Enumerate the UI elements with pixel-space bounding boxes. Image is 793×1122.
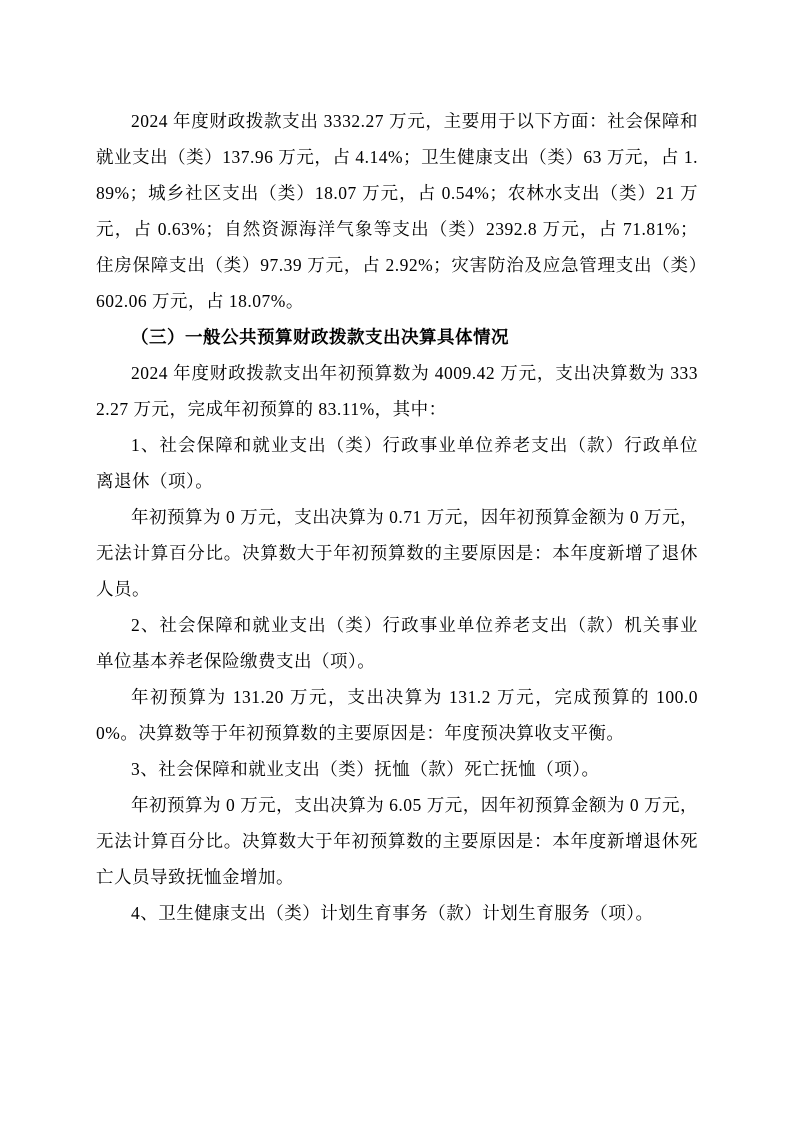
paragraph-item-1-title: 1、社会保障和就业支出（类）行政事业单位养老支出（款）行政单位离退休（项）。 (96, 435, 698, 491)
paragraph-fiscal-expenditure-summary: 2024 年度财政拨款支出 3332.27 万元，主要用于以下方面：社会保障和就业支出（类）137.96 万元，占 4.14%；卫生健康支出（类）63 万元，占 1.89%；城乡社区支出（类）18.07 万元，占 0.54%；农林水支出（类）21 万元，占 0.63%；自然资源海洋气象等支出（类）2392.8 万元，占 71.81%；住房保障支出（类）97.39 万元，占 2.92%；灾害防治及应急管理支出（类）602.06 万元，占 18.07%。 (96, 111, 698, 311)
document-body (96, 103, 698, 931)
paragraph-item-1-detail: 年初预算为 0 万元，支出决算为 0.71 万元，因年初预算金额为 0 万元，无法计算百分比。决算数大于年初预算数的主要原因是：本年度新增了退休人员。 (96, 507, 698, 599)
paragraph-item-3-title: 3、社会保障和就业支出（类）抚恤（款）死亡抚恤（项）。 (131, 759, 600, 779)
paragraph-item-4-title: 4、卫生健康支出（类）计划生育事务（款）计划生育服务（项）。 (131, 903, 654, 923)
section-heading-3: （三）一般公共预算财政拨款支出决算具体情况 (131, 327, 509, 347)
paragraph-budget-vs-final: 2024 年度财政拨款支出年初预算数为 4009.42 万元，支出决算数为 3332.27 万元，完成年初预算的 83.11%，其中： (96, 363, 698, 419)
paragraph-item-2-detail: 年初预算为 131.20 万元，支出决算为 131.2 万元，完成预算的 100.00%。决算数等于年初预算数的主要原因是：年度预决算收支平衡。 (96, 687, 698, 743)
paragraph-item-3-detail: 年初预算为 0 万元，支出决算为 6.05 万元，因年初预算金额为 0 万元，无法计算百分比。决算数大于年初预算数的主要原因是：本年度新增退休死亡人员导致抚恤金增加。 (96, 795, 698, 887)
paragraph-item-2-title: 2、社会保障和就业支出（类）行政事业单位养老支出（款）机关事业单位基本养老保险缴费支出（项）。 (96, 615, 698, 671)
